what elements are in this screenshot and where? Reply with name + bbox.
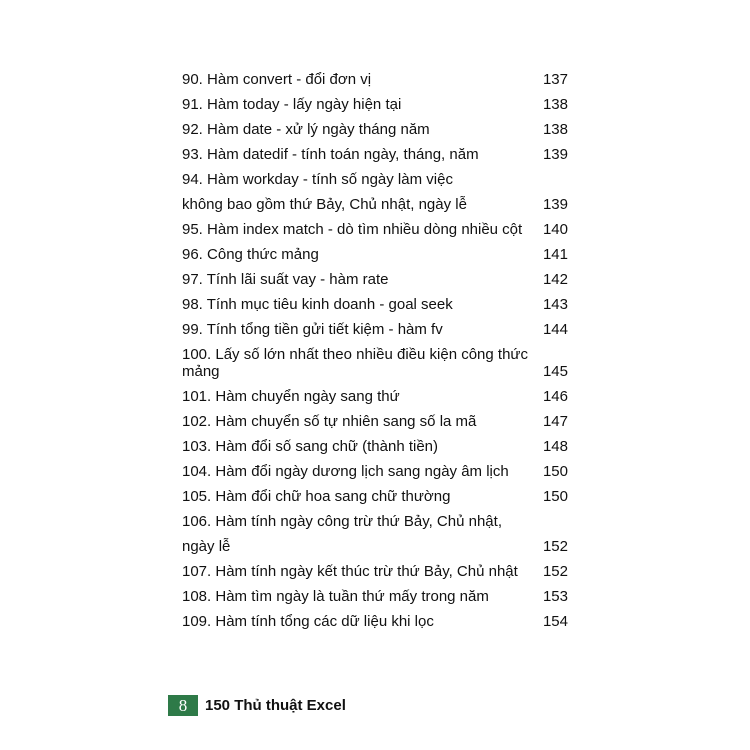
toc-entry-title: 104. Hàm đổi ngày dương lịch sang ngày âm lịch bbox=[182, 463, 509, 480]
toc-entry-title: 90. Hàm convert - đổi đơn vị bbox=[182, 71, 372, 88]
toc-entry bbox=[182, 437, 568, 457]
toc-entry-title: 106. Hàm tính ngày công trừ thứ Bảy, Chủ nhật, bbox=[182, 513, 502, 530]
toc-entry bbox=[182, 120, 568, 140]
toc-entry-page: 143 bbox=[542, 296, 568, 313]
toc-entry-title: 109. Hàm tính tổng các dữ liệu khi lọc bbox=[182, 613, 434, 630]
toc-entry bbox=[182, 220, 568, 240]
toc-entry-title: ngày lễ bbox=[182, 538, 231, 555]
toc-entry-page: 152 bbox=[542, 563, 568, 580]
toc-entry bbox=[182, 537, 568, 557]
toc-entry-page: 140 bbox=[542, 221, 568, 238]
toc-entry-title: mảng bbox=[182, 363, 220, 380]
toc-entry-page: 138 bbox=[542, 96, 568, 113]
toc-entry-page: 141 bbox=[542, 246, 568, 263]
toc-entry-title: 101. Hàm chuyển ngày sang thứ bbox=[182, 388, 400, 405]
toc-entry-page: 139 bbox=[542, 146, 568, 163]
toc-entry-page: 147 bbox=[542, 413, 568, 430]
toc-entry-title: 107. Hàm tính ngày kết thúc trừ thứ Bảy, Chủ nhật bbox=[182, 563, 518, 580]
toc-entry-page: 153 bbox=[542, 588, 568, 605]
toc-entry-title: 97. Tính lãi suất vay - hàm rate bbox=[182, 271, 389, 288]
toc-entry-title: 92. Hàm date - xử lý ngày tháng năm bbox=[182, 121, 430, 138]
toc-entry-title: 99. Tính tổng tiền gửi tiết kiệm - hàm fv bbox=[182, 321, 443, 338]
toc-entry-page: 150 bbox=[542, 463, 568, 480]
toc-entry-title: 103. Hàm đổi số sang chữ (thành tiền) bbox=[182, 438, 439, 455]
toc-entry-title: không bao gồm thứ Bảy, Chủ nhật, ngày lễ bbox=[182, 196, 467, 213]
toc-entry bbox=[182, 362, 568, 382]
toc-entry bbox=[182, 387, 568, 407]
toc-entry bbox=[182, 320, 568, 340]
toc-entry-title: 108. Hàm tìm ngày là tuần thứ mấy trong năm bbox=[182, 588, 489, 605]
book-title: 150 Thủ thuật Excel bbox=[205, 697, 346, 714]
toc-entry bbox=[182, 462, 568, 482]
toc-entry bbox=[182, 145, 568, 165]
toc-entry bbox=[182, 612, 568, 632]
toc-entry-page: 142 bbox=[542, 271, 568, 288]
toc-entry-page: 152 bbox=[542, 538, 568, 555]
toc-entry bbox=[182, 245, 568, 265]
toc-entry-page: 150 bbox=[542, 488, 568, 505]
toc-entry bbox=[182, 170, 568, 190]
toc-entry-title: 95. Hàm index match - dò tìm nhiều dòng nhiều cột bbox=[182, 221, 523, 238]
toc-entry bbox=[182, 512, 568, 532]
toc-entry-page: 148 bbox=[542, 438, 568, 455]
toc-entry-page: 138 bbox=[542, 121, 568, 138]
toc-entry-page: 144 bbox=[542, 321, 568, 338]
toc-entry bbox=[182, 295, 568, 315]
toc-entry-title: 100. Lấy số lớn nhất theo nhiều điều kiện công thức bbox=[182, 346, 528, 363]
toc-entry bbox=[182, 270, 568, 290]
page-number-badge: 8 bbox=[168, 695, 198, 716]
toc-entry-title: 98. Tính mục tiêu kinh doanh - goal seek bbox=[182, 296, 453, 313]
toc-entry bbox=[182, 95, 568, 115]
toc-entry-page: 137 bbox=[542, 71, 568, 88]
toc-entry-page: 154 bbox=[542, 613, 568, 630]
toc-entry-page: 146 bbox=[542, 388, 568, 405]
toc-entry bbox=[182, 70, 568, 90]
toc-entry bbox=[182, 562, 568, 582]
toc-entry-page: 145 bbox=[542, 363, 568, 380]
toc-entry-title: 93. Hàm datedif - tính toán ngày, tháng, năm bbox=[182, 146, 479, 163]
toc-entry bbox=[182, 587, 568, 607]
toc-entry bbox=[182, 412, 568, 432]
toc-entry-title: 102. Hàm chuyển số tự nhiên sang số la mã bbox=[182, 413, 477, 430]
toc-entry-title: 94. Hàm workday - tính số ngày làm việc bbox=[182, 171, 453, 188]
toc-entry-title: 96. Công thức mảng bbox=[182, 246, 319, 263]
toc-entry-title: 91. Hàm today - lấy ngày hiện tại bbox=[182, 96, 402, 113]
toc-entry-page: 139 bbox=[542, 196, 568, 213]
toc-entry-title: 105. Hàm đổi chữ hoa sang chữ thường bbox=[182, 488, 451, 505]
toc-entry bbox=[182, 195, 568, 215]
toc-entry bbox=[182, 487, 568, 507]
